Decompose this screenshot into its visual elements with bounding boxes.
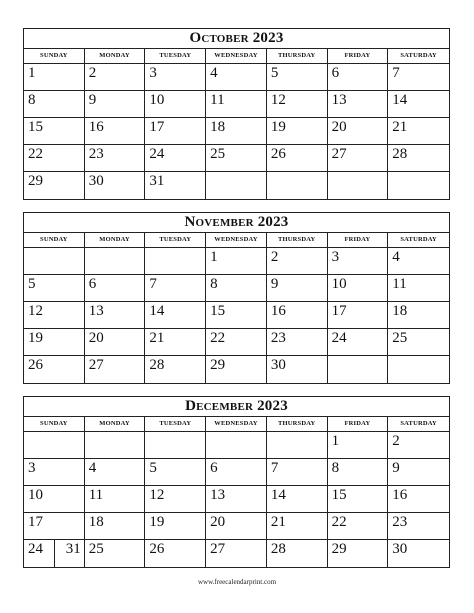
day-number: 11 — [210, 92, 225, 108]
weekday-header: WEDNESDAY — [206, 233, 267, 248]
day-cell — [328, 486, 389, 513]
day-cell — [267, 118, 328, 145]
day-cell — [328, 118, 389, 145]
day-number: 18 — [392, 303, 408, 319]
day-cell — [388, 91, 449, 118]
day-number: 20 — [88, 330, 104, 346]
day-cell — [24, 486, 85, 513]
day-number: 7 — [149, 276, 157, 292]
day-number: 7 — [392, 65, 400, 81]
day-number: 30 — [270, 357, 286, 373]
weekday-header: SUNDAY — [24, 49, 85, 64]
day-cell — [328, 145, 389, 172]
day-cell — [206, 91, 267, 118]
day-number: 14 — [270, 487, 286, 503]
day-cell — [267, 459, 328, 486]
day-number: 11 — [88, 487, 104, 503]
day-cell — [145, 540, 206, 567]
day-cell — [206, 513, 267, 540]
day-cell — [24, 459, 85, 486]
day-number: 9 — [88, 92, 97, 108]
day-number: 15 — [210, 303, 226, 319]
day-cell — [85, 356, 146, 383]
day-cell — [85, 329, 146, 356]
day-cell — [24, 145, 85, 172]
day-cell — [24, 432, 85, 459]
day-number: 27 — [210, 541, 226, 557]
weekday-header: FRIDAY — [328, 417, 389, 432]
day-cell — [388, 486, 449, 513]
day-cell — [24, 513, 85, 540]
day-cell — [388, 145, 449, 172]
day-cell — [328, 302, 389, 329]
day-number: 30 — [392, 541, 408, 557]
day-cell — [206, 248, 267, 275]
day-cell — [267, 275, 328, 302]
weekday-header: FRIDAY — [328, 49, 389, 64]
day-cell — [24, 329, 85, 356]
day-number: 4 — [392, 249, 400, 265]
day-cell — [85, 540, 146, 567]
day-number: 13 — [331, 92, 347, 108]
day-number: 29 — [210, 357, 226, 373]
day-cell — [206, 356, 267, 383]
day-number: 16 — [270, 303, 286, 319]
day-cell — [145, 513, 206, 540]
day-number: 7 — [270, 460, 279, 476]
day-cell — [145, 275, 206, 302]
day-cell — [267, 64, 328, 91]
weekday-header: MONDAY — [85, 417, 146, 432]
day-number: 17 — [331, 303, 347, 319]
day-number: 12 — [270, 92, 286, 108]
day-number: 16 — [392, 487, 408, 503]
day-cell — [145, 64, 206, 91]
month-calendar — [23, 28, 450, 200]
month-grid — [24, 417, 449, 567]
day-cell — [267, 172, 328, 199]
day-cell — [388, 172, 449, 199]
day-number: 28 — [270, 541, 286, 557]
day-cell — [328, 432, 389, 459]
weekday-header: TUESDAY — [145, 49, 206, 64]
day-number: 8 — [210, 276, 218, 292]
day-cell — [267, 91, 328, 118]
weekday-header: MONDAY — [85, 233, 146, 248]
day-cell — [388, 64, 449, 91]
day-number: 4 — [88, 460, 97, 476]
day-number: 10 — [149, 92, 165, 108]
day-cell — [206, 329, 267, 356]
month-title: November 2023 — [24, 213, 449, 233]
day-cell — [328, 513, 389, 540]
day-number: 26 — [28, 357, 43, 373]
day-cell — [328, 91, 389, 118]
day-number: 27 — [88, 357, 104, 373]
day-cell — [85, 64, 146, 91]
weekday-header: WEDNESDAY — [206, 417, 267, 432]
day-number: 3 — [331, 249, 340, 265]
day-number: 18 — [88, 514, 104, 530]
split-divider — [54, 540, 55, 567]
day-cell — [328, 64, 389, 91]
day-number: 2 — [88, 65, 97, 81]
day-cell — [24, 302, 85, 329]
day-number: 19 — [270, 119, 286, 135]
day-cell — [85, 118, 146, 145]
day-cell — [328, 329, 389, 356]
day-number: 2 — [270, 249, 279, 265]
day-cell — [24, 248, 85, 275]
day-cell — [145, 118, 206, 145]
day-number: 22 — [331, 514, 347, 530]
day-number: 1 — [210, 249, 218, 265]
day-cell — [388, 329, 449, 356]
day-number: 16 — [88, 119, 104, 135]
weekday-header: SATURDAY — [388, 417, 449, 432]
day-number: 9 — [392, 460, 400, 476]
weekday-header: TUESDAY — [145, 417, 206, 432]
day-number: 6 — [331, 65, 340, 81]
weekday-header: TUESDAY — [145, 233, 206, 248]
month-title: December 2023 — [24, 397, 449, 417]
weekday-header: THURSDAY — [267, 417, 328, 432]
day-number: 3 — [28, 460, 36, 476]
day-number: 9 — [270, 276, 279, 292]
day-number: 6 — [88, 276, 97, 292]
day-number: 31 — [65, 541, 81, 557]
month-title: October 2023 — [24, 29, 449, 49]
day-cell — [388, 118, 449, 145]
day-number: 20 — [210, 514, 226, 530]
day-cell — [267, 329, 328, 356]
day-cell — [145, 248, 206, 275]
day-number: 2 — [392, 433, 400, 449]
day-cell — [145, 302, 206, 329]
day-number: 5 — [270, 65, 279, 81]
footer-url: www.freecalendarprint.com — [197, 578, 277, 586]
day-number: 14 — [149, 303, 165, 319]
day-cell — [145, 432, 206, 459]
day-cell — [24, 118, 85, 145]
day-cell — [267, 145, 328, 172]
day-cell — [206, 459, 267, 486]
day-cell — [267, 540, 328, 567]
day-cell — [145, 329, 206, 356]
day-cell — [267, 302, 328, 329]
weekday-header: SUNDAY — [24, 417, 85, 432]
day-cell — [206, 145, 267, 172]
day-cell — [24, 356, 85, 383]
day-number: 11 — [392, 276, 407, 292]
day-cell — [328, 356, 389, 383]
day-number: 21 — [270, 514, 286, 530]
day-cell — [24, 91, 85, 118]
day-number: 13 — [210, 487, 226, 503]
day-cell — [206, 432, 267, 459]
day-cell — [267, 356, 328, 383]
day-number: 31 — [149, 173, 165, 189]
day-cell — [267, 513, 328, 540]
day-cell — [85, 172, 146, 199]
day-number: 15 — [28, 119, 43, 135]
day-cell — [145, 486, 206, 513]
day-number: 21 — [392, 119, 408, 135]
day-cell — [85, 513, 146, 540]
day-number: 17 — [149, 119, 165, 135]
day-number: 1 — [28, 65, 36, 81]
day-cell — [85, 248, 146, 275]
day-cell — [388, 302, 449, 329]
day-number: 17 — [28, 514, 43, 530]
day-cell — [145, 356, 206, 383]
day-cell — [206, 172, 267, 199]
day-number: 25 — [392, 330, 408, 346]
day-cell — [206, 486, 267, 513]
day-number: 5 — [28, 276, 36, 292]
day-cell — [388, 540, 449, 567]
day-cell — [206, 540, 267, 567]
day-number: 23 — [392, 514, 408, 530]
day-cell — [328, 459, 389, 486]
day-cell — [85, 459, 146, 486]
day-cell — [328, 172, 389, 199]
day-cell — [267, 248, 328, 275]
weekday-header: MONDAY — [85, 49, 146, 64]
weekday-header: SATURDAY — [388, 233, 449, 248]
day-number: 24 — [28, 541, 43, 557]
day-cell — [328, 540, 389, 567]
day-cell — [206, 64, 267, 91]
day-number: 6 — [210, 460, 218, 476]
day-number: 12 — [149, 487, 165, 503]
day-number: 28 — [149, 357, 165, 373]
day-number: 29 — [331, 541, 347, 557]
day-number: 10 — [28, 487, 43, 503]
day-cell — [24, 64, 85, 91]
day-cell — [145, 145, 206, 172]
weekday-header: SATURDAY — [388, 49, 449, 64]
day-number: 22 — [210, 330, 226, 346]
day-number: 26 — [149, 541, 165, 557]
month-grid — [24, 49, 449, 199]
day-cell — [328, 248, 389, 275]
day-cell — [85, 486, 146, 513]
weekday-header: SUNDAY — [24, 233, 85, 248]
weekday-header: FRIDAY — [328, 233, 389, 248]
day-number: 28 — [392, 146, 408, 162]
day-cell — [206, 275, 267, 302]
weekday-header: THURSDAY — [267, 233, 328, 248]
day-cell — [145, 459, 206, 486]
day-cell — [206, 302, 267, 329]
day-number: 10 — [331, 276, 347, 292]
day-number: 3 — [149, 65, 157, 81]
day-cell — [85, 302, 146, 329]
day-cell — [267, 486, 328, 513]
day-number: 25 — [88, 541, 104, 557]
day-cell — [328, 275, 389, 302]
month-calendar — [23, 396, 450, 568]
day-number: 24 — [331, 330, 347, 346]
day-number: 21 — [149, 330, 165, 346]
day-cell — [267, 432, 328, 459]
day-cell — [388, 513, 449, 540]
day-cell — [24, 275, 85, 302]
day-number: 25 — [210, 146, 226, 162]
day-number: 12 — [28, 303, 43, 319]
day-number: 20 — [331, 119, 347, 135]
day-number: 18 — [210, 119, 226, 135]
day-cell — [85, 275, 146, 302]
day-number: 13 — [88, 303, 104, 319]
day-number: 8 — [331, 460, 340, 476]
day-cell — [24, 540, 85, 567]
day-cell — [388, 356, 449, 383]
day-number: 19 — [149, 514, 165, 530]
day-number: 30 — [88, 173, 104, 189]
day-number: 27 — [331, 146, 347, 162]
day-number: 1 — [331, 433, 340, 449]
day-number: 5 — [149, 460, 157, 476]
day-number: 19 — [28, 330, 43, 346]
day-cell — [145, 91, 206, 118]
day-number: 4 — [210, 65, 218, 81]
weekday-header: THURSDAY — [267, 49, 328, 64]
day-number: 22 — [28, 146, 43, 162]
day-cell — [24, 172, 85, 199]
day-cell — [206, 118, 267, 145]
day-cell — [388, 459, 449, 486]
weekday-header: WEDNESDAY — [206, 49, 267, 64]
day-number: 23 — [270, 330, 286, 346]
month-calendar — [23, 212, 450, 384]
day-number: 8 — [28, 92, 36, 108]
day-cell — [85, 91, 146, 118]
day-number: 14 — [392, 92, 408, 108]
day-number: 15 — [331, 487, 347, 503]
day-number: 24 — [149, 146, 165, 162]
day-cell — [145, 172, 206, 199]
day-cell — [388, 248, 449, 275]
day-number: 23 — [88, 146, 104, 162]
day-number: 29 — [28, 173, 43, 189]
day-cell — [388, 432, 449, 459]
month-grid — [24, 233, 449, 383]
day-number: 26 — [270, 146, 286, 162]
day-cell — [85, 432, 146, 459]
day-cell — [388, 275, 449, 302]
day-cell — [85, 145, 146, 172]
